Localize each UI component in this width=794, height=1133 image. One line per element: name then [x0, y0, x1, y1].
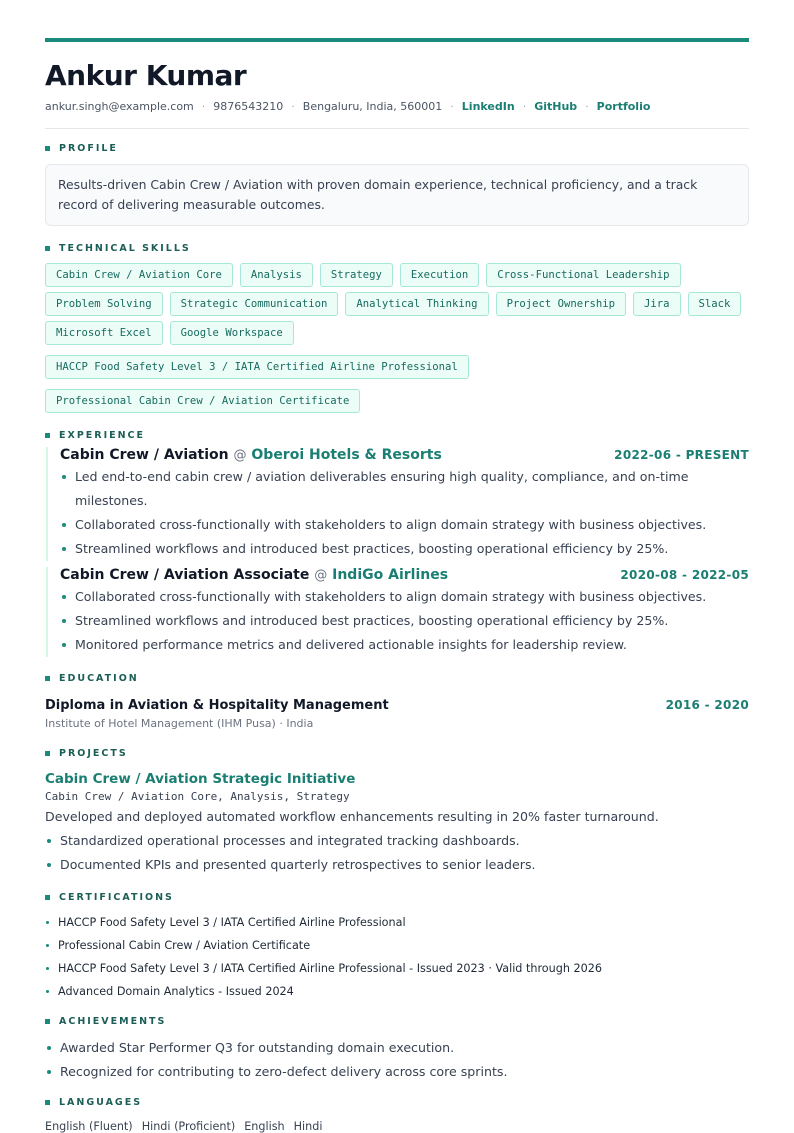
github-link[interactable]: GitHub: [534, 100, 578, 113]
list-item: HACCP Food Safety Level 3 / IATA Certified Airline Professional - Issued 2023 · Valid through 2026: [45, 957, 749, 980]
list-item: Monitored performance metrics and delivered actionable insights for leadership review.: [60, 633, 749, 657]
education-entry: [45, 698, 749, 730]
list-item: HACCP Food Safety Level 3 / IATA Certified Airline Professional: [45, 911, 749, 934]
contact-email[interactable]: ankur.singh@example.com: [45, 100, 194, 113]
section-title-profile: [45, 143, 749, 154]
list-item: Awarded Star Performer Q3 for outstanding domain execution.: [45, 1036, 749, 1060]
skill-chip: Problem Solving: [45, 292, 163, 316]
section-marker-icon: [45, 751, 50, 756]
achievements-list: [45, 1036, 749, 1084]
degree: Diploma in Aviation & Hospitality Management: [45, 698, 389, 713]
contact-phone: 9876543210: [213, 100, 284, 113]
list-item: Advanced Domain Analytics - Issued 2024: [45, 980, 749, 1003]
section-title-achievements: [45, 1016, 749, 1027]
language-item: English: [244, 1120, 285, 1133]
section-title-skills: [45, 243, 749, 254]
candidate-name: Ankur Kumar: [45, 59, 247, 92]
list-item: Led end-to-end cabin crew / aviation deliverables ensuring high quality, compliance, and on-time milestones.: [60, 465, 749, 513]
list-item: Streamlined workflows and introduced best practices, boosting operational efficiency by 25%.: [60, 537, 749, 561]
contact-separator: ·: [201, 100, 206, 113]
experience-entry: [46, 447, 749, 561]
list-item: Professional Cabin Crew / Aviation Certificate: [45, 934, 749, 957]
section-title-projects: [45, 748, 749, 759]
linkedin-link[interactable]: LinkedIn: [461, 100, 515, 113]
education-dates: 2016 - 2020: [665, 698, 749, 712]
contact-separator: ·: [585, 100, 589, 113]
profile-summary: Results-driven Cabin Crew / Aviation with proven domain experience, technical proficiency, and a track record of delivering measurable outcomes.: [45, 164, 749, 226]
job-role: Cabin Crew / Aviation Associate: [60, 567, 310, 583]
job-title: [60, 567, 448, 583]
contact-separator: ·: [291, 100, 295, 113]
list-item: Streamlined workflows and introduced best practices, boosting operational efficiency by 25%.: [60, 609, 749, 633]
education-header: [45, 698, 749, 713]
project-description: Developed and deployed automated workflow enhancements resulting in 20% faster turnaround.: [45, 809, 659, 824]
section-title-text: EDUCATION: [59, 673, 139, 684]
job-dates: 2022-06 - PRESENT: [614, 448, 749, 462]
section-title-text: ACHIEVEMENTS: [59, 1016, 167, 1027]
contact-separator: ·: [522, 100, 527, 113]
section-marker-icon: [45, 433, 50, 438]
section-title-text: TECHNICAL SKILLS: [59, 243, 191, 254]
skill-chip: Cross-Functional Leadership: [486, 263, 680, 287]
at-symbol: @: [314, 568, 328, 583]
header-divider: [45, 128, 749, 129]
skill-chip: Professional Cabin Crew / Aviation Certificate: [45, 389, 360, 413]
contact-line: [45, 100, 749, 113]
section-marker-icon: [45, 895, 50, 900]
project-tech: Cabin Crew / Aviation Core, Analysis, Strategy: [45, 790, 350, 803]
job-bullets: [60, 465, 749, 561]
list-item: Collaborated cross-functionally with stakeholders to align domain strategy with business objectives.: [60, 513, 749, 537]
company-name: Oberoi Hotels & Resorts: [251, 447, 442, 463]
experience-header: [60, 567, 749, 583]
skill-chip: Jira: [633, 292, 681, 316]
experience-entry: [46, 567, 749, 657]
skill-chip: Microsoft Excel: [45, 321, 163, 345]
section-title-experience: [45, 430, 749, 441]
at-symbol: @: [233, 448, 247, 463]
section-title-text: PROJECTS: [59, 748, 128, 759]
contact-location: Bengaluru, India, 560001: [302, 100, 443, 113]
job-dates: 2020-08 - 2022-05: [620, 568, 749, 582]
section-marker-icon: [45, 1100, 50, 1105]
company-name: IndiGo Airlines: [332, 567, 449, 583]
certifications-list: [45, 911, 749, 1003]
section-title-text: PROFILE: [59, 143, 118, 154]
contact-separator: ·: [450, 100, 454, 113]
skill-chip: HACCP Food Safety Level 3 / IATA Certified Airline Professional: [45, 355, 469, 379]
skill-chip: Analytical Thinking: [345, 292, 488, 316]
section-marker-icon: [45, 246, 50, 251]
section-title-certifications: [45, 892, 749, 903]
skill-chip: Cabin Crew / Aviation Core: [45, 263, 233, 287]
project-name: Cabin Crew / Aviation Strategic Initiative: [45, 771, 356, 787]
job-role: Cabin Crew / Aviation: [60, 447, 229, 463]
language-item: Hindi (Proficient): [141, 1120, 236, 1133]
section-marker-icon: [45, 676, 50, 681]
section-title-text: LANGUAGES: [59, 1097, 143, 1108]
resume-page: [45, 38, 749, 1133]
list-item: Standardized operational processes and integrated tracking dashboards.: [45, 829, 749, 853]
project-entry: [45, 771, 749, 877]
language-item: Hindi: [293, 1120, 323, 1133]
skill-chip: Google Workspace: [170, 321, 294, 345]
list-item: Documented KPIs and presented quarterly retrospectives to senior leaders.: [45, 853, 749, 877]
language-item: English (Fluent): [45, 1120, 133, 1133]
section-title-text: EXPERIENCE: [59, 430, 146, 441]
section-title-text: CERTIFICATIONS: [59, 892, 174, 903]
languages-list: [45, 1120, 749, 1133]
skills-list: [45, 263, 749, 413]
skill-chip: Slack: [688, 292, 742, 316]
portfolio-link[interactable]: Portfolio: [596, 100, 651, 113]
skill-chip: Project Ownership: [496, 292, 626, 316]
section-marker-icon: [45, 1019, 50, 1024]
skill-chip: Strategy: [320, 263, 393, 287]
list-item: Collaborated cross-functionally with stakeholders to align domain strategy with business objectives.: [60, 585, 749, 609]
section-title-education: [45, 673, 749, 684]
job-bullets: [60, 585, 749, 657]
skill-chip: Analysis: [240, 263, 313, 287]
experience-header: [60, 447, 749, 463]
section-marker-icon: [45, 146, 50, 151]
top-accent-bar: [45, 38, 749, 42]
skill-chip: Strategic Communication: [170, 292, 339, 316]
project-bullets: [45, 829, 749, 877]
section-title-languages: [45, 1097, 749, 1108]
skill-chip: Execution: [400, 263, 479, 287]
school: Institute of Hotel Management (IHM Pusa) · India: [45, 717, 314, 730]
job-title: [60, 447, 442, 463]
list-item: Recognized for contributing to zero-defect delivery across core sprints.: [45, 1060, 749, 1084]
